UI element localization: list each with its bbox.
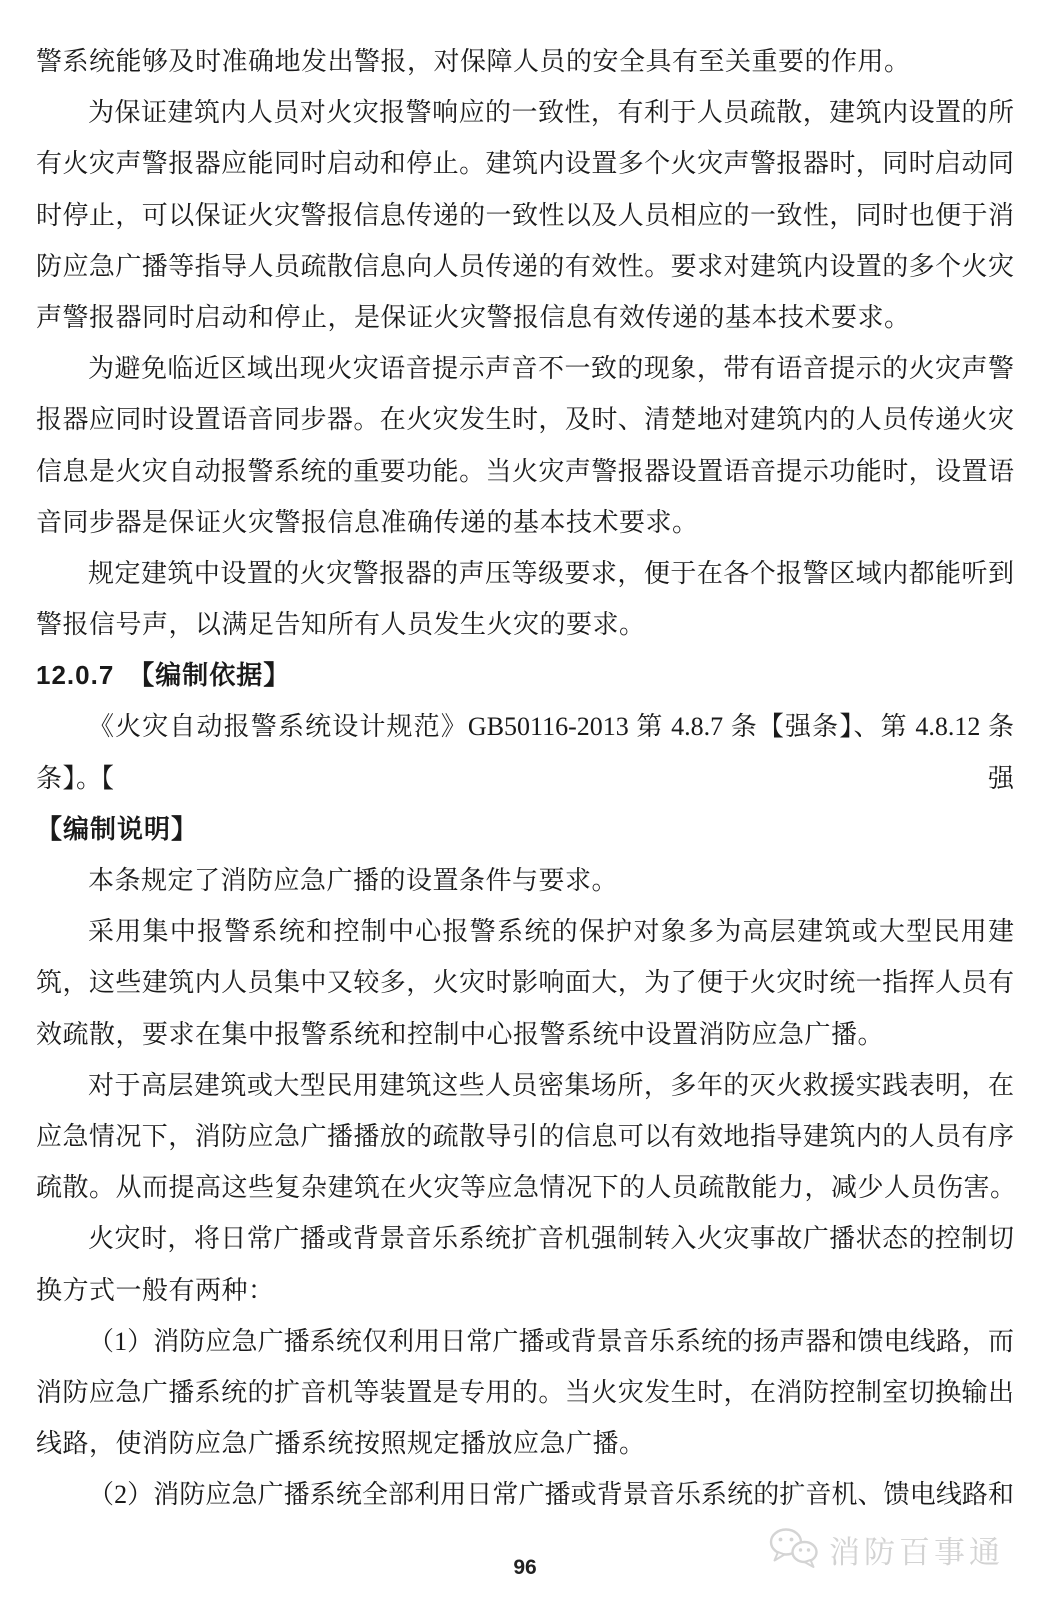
text-line: 12.0.7 【编制依据】 — [36, 660, 291, 691]
text-line: 效疏散，要求在集中报警系统和控制中心报警系统中设置消防应急广播。 — [36, 1019, 885, 1049]
text-line: 为保证建筑内人员对火灾报警响应的一致性，有利于人员疏散，建筑内设置的所 — [88, 98, 1014, 128]
text-line: 应急情况下，消防应急广播播放的疏散导引的信息可以有效地指导建筑内的人员有序 — [36, 1121, 1014, 1151]
text-line: 筑，这些建筑内人员集中又较多，火灾时影响面大，为了便于火灾时统一指挥人员有 — [36, 968, 1014, 998]
text-line: 有火灾声警报器应能同时启动和停止。建筑内设置多个火灾声警报器时，同时启动同 — [36, 149, 1014, 179]
text-line: 对于高层建筑或大型民用建筑这些人员密集场所，多年的灭火救援实践表明，在 — [88, 1070, 1014, 1100]
text-line: 《火灾自动报警系统设计规范》GB50116-2013 第 4.8.7 条【强条】、第 4.8.12 条【强 — [88, 712, 1014, 793]
text-line: 本条规定了消防应急广播的设置条件与要求。 — [88, 866, 619, 895]
text-line: 规定建筑中设置的火灾警报器的声压等级要求，便于在各个报警区域内都能听到 — [88, 558, 1014, 588]
text-line: （1）消防应急广播系统仅利用日常广播或背景音乐系统的扬声器和馈电线路，而 — [88, 1326, 1014, 1356]
text-line: 防应急广播等指导人员疏散信息向人员传递的有效性。要求对建筑内设置的多个火灾 — [36, 251, 1014, 281]
text-line: 警报信号声，以满足告知所有人员发生火灾的要求。 — [36, 610, 646, 640]
page-body — [36, 36, 1017, 1520]
text-line: 火灾时，将日常广播或背景音乐系统扩音机强制转入火灾事故广播状态的控制切 — [88, 1224, 1014, 1254]
text-line: 报器应同时设置语音同步器。在火灾发生时，及时、清楚地对建筑内的人员传递火灾 — [36, 405, 1014, 435]
text-line: 条】。 — [36, 763, 103, 793]
text-line: 为避免临近区域出现火灾语音提示声音不一致的现象，带有语音提示的火灾声警 — [88, 354, 1014, 384]
text-line: 声警报器同时启动和停止，是保证火灾警报信息有效传递的基本技术要求。 — [36, 302, 911, 332]
watermark-label: 消防百事通 — [829, 1534, 1004, 1570]
text-line: 音同步器是保证火灾警报信息准确传递的基本技术要求。 — [36, 507, 699, 537]
text-line: 警系统能够及时准确地发出警报，对保障人员的安全具有至关重要的作用。 — [36, 47, 911, 76]
text-line: 疏散。从而提高这些复杂建筑在火灾等应急情况下的人员疏散能力，减少人员伤害。 — [36, 1173, 1017, 1203]
text-line: 【编制说明】 — [36, 813, 199, 844]
text-line: 线路，使消防应急广播系统按照规定播放应急广播。 — [36, 1429, 646, 1459]
page-number: 96 — [513, 1556, 537, 1579]
text-line: 信息是火灾自动报警系统的重要功能。当火灾声警报器设置语音提示功能时，设置语 — [36, 456, 1014, 486]
text-line: 时停止，可以保证火灾警报信息传递的一致性以及人员相应的一致性，同时也便于消 — [36, 200, 1014, 230]
text-line: 采用集中报警系统和控制中心报警系统的保护对象多为高层建筑或大型民用建 — [88, 917, 1014, 947]
text-line: （2）消防应急广播系统全部利用日常广播或背景音乐系统的扩音机、馈电线路和 — [88, 1480, 1014, 1510]
text-line: 消防应急广播系统的扩音机等装置是专用的。当火灾发生时，在消防控制室切换输出 — [36, 1377, 1014, 1407]
text-line: 换方式一般有两种： — [36, 1275, 275, 1305]
